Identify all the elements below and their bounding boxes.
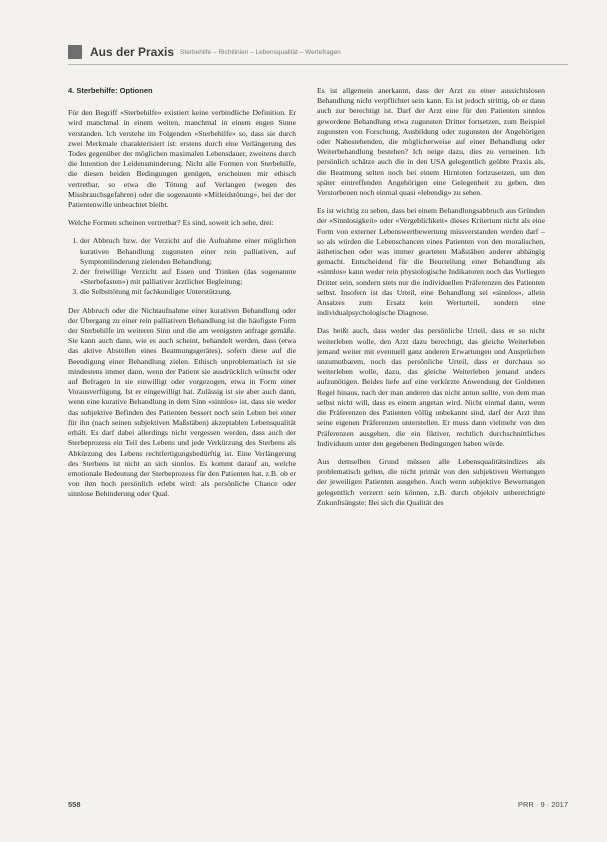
list-item: 1. der Abbruch bzw. der Verzicht auf die Aufnahme einer möglichen kurativen Behandlung zugunsten einer rein palliativen, auf Symptomlinderung zielenden Behandlung; bbox=[80, 236, 296, 267]
section-marker-square bbox=[68, 45, 82, 59]
journal-info: PRR · 9 · 2017 bbox=[517, 800, 568, 809]
page-number: 558 bbox=[68, 800, 81, 809]
right-column bbox=[317, 86, 545, 516]
running-header bbox=[68, 44, 568, 60]
options-list bbox=[68, 236, 296, 297]
header-rule bbox=[68, 64, 568, 65]
left-column bbox=[68, 86, 296, 508]
paragraph: Es ist wichtig zu sehen, dass bei einem Behandlungsabbruch aus Gründen der «Sinnlosigkeit» oder «Vergeblichkeit» dieses Kriterium nicht als eine Form von externer Lebenswertbewertung missverstanden werden darf – so als würden die Lebenschancen eines Patienten von den moralischen, ästhetischen oder was immer gearteten Maßstäben anderer abhängig gemacht. Entscheidend für die Beurteilung einer Behandlung als «sinnlos» kann weder rein physiologische Indikatoren noch das Vorliegen Dritter sein, sondern stets nur die individuellen Präferenzen des Patienten selbst. Insofern ist das Urteil, eine Behandlung sei «sinnlos», allein Ansatzes zum Ersatz kein Werturteil, sondern eine individualpsychologische Diagnose. bbox=[317, 206, 545, 318]
section-heading: 4. Sterbehilfe: Optionen bbox=[68, 86, 153, 95]
paragraph: Der Abbruch oder die Nichtaufnahme einer kurativen Behandlung oder der Übergang zu einer rein palliativen Behandlung ist die häufigste Form der Sterbehilfe im weiteren Sinn und die am wenigsten anfrage gemäße. Sie kann auch dann, wie es auch scheint, behandelt werden, dass (etwa das aktive Abstellen eines Beatmungsgerätes), sofern diese auf die Beendigung einer Behandlung zielen. Ethisch unproblematisch ist sie mindestens immer dann, wenn der Patient sie ausdrücklich wünscht oder auf Befragen in sie einwilligt oder vorgezogen, etwa in Form einer Vorausverfügung. Ist er eingewilligt hat. Zulässig ist sie aber auch dann, wenn eine kurative Behandlung in dem Sinn «sinnlos» ist, dass sie weder das subjektive Befinden des Patienten bessert noch sein Leben bei einer für ihn (nach seinen subjektiven Maßstäben) akzeptablen Lebensqualität erhält. Es darf dabei allerdings nicht vergessen werden, dass auch der Sterbeprozess ein Teil des Lebens und jede Verkürzung des Sterbens als Abkürzung des Lebens rechtfertigungsbedürftig ist. Eine Verlängerung des Sterbens ist nicht an sich sinnlos. Es kommt darauf an, welche emotionale Bedeutung der Sterbeprozess für den Patienten hat, z.B. ob er von ihm hoch persönlich erlebt wird: als persönliche Chance oder sinnlose Behinderung oder Qual. bbox=[68, 305, 296, 499]
paragraph: Das heißt auch, dass weder das persönliche Urteil, dass er so nicht weiterleben wolle, den Arzt dazu berechtigt, das gleiche Weiterleben jemand weiter mit eventuell ganz anderen Erwartungen und Ansprüchen unzumutbarem, noch das persönliche Urteil, dass er durchaus so weiterleben wolle, dazu, das gleiche Weiterleben jemand anders aufzunötigen. Beides liefe auf eine verkürzte Anwendung der Goldenen Regel hinaus, nach der man anderen das nicht antun sollte, von dem man selbst nicht will, dass es einem angetan wird. Nicht einmal dann, wenn die Präferenzen des Patienten völlig unbekannt sind, darf der Arzt ihm seine eigenen Präferenzen unterstellen. Er muss dann vielmehr von den Präferenzen ausgehen, die ein fiktiver, rechtlich durchschnittliches Individuum unter den gegebenen Bedingungen haben würde. bbox=[317, 326, 545, 448]
paragraph: Für den Begriff «Sterbehilfe» existiert keine verbindliche Definition. Er wird manchmal in einem weiten, manchmal in einem engen Sinne verstanden. Ich verstehe im Folgenden «Sterbehilfe» so, dass sie durch zwei Merkmale charakterisiert ist: erstens durch eine Verlängerung des Todes gegenüber der möglichen maximalen Lebensdauer, zweitens durch die Intention der Leidensminderung. Nicht alle Formen von Sterbehilfe, die diesen beiden Bedingungen genügen, erscheinen mir ethisch vertretbar, so etwa die Tötung auf Verlangen (wegen des Missbrauchsgefahren) oder die sogenannte «Mitleidstötung», bei der der Patientenwille unbeachtet bleibt. bbox=[68, 108, 296, 210]
list-item: 3. die Selbsttötung mit fachkundiger Unterstützung. bbox=[80, 287, 296, 297]
section-subtitle: Sterbehilfe – Richtlinien – Lebensqualität – Wertefragen bbox=[180, 48, 341, 56]
paragraph: Es ist allgemein anerkannt, dass der Arzt zu einer aussichtslosen Behandlung nicht verpflichtet sein kann. Es ist jedoch strittig, ob er dann auch zur berechtigt ist. Darf der Arzt eine für den Patienten sinnlos gewordene Behandlung etwa zugunsten Dritter fortsetzen, zum Beispiel zugunsten von Forschung, Ausbildung oder zugunsten der Angehörigen oder Nahestehenden, die möglicherweise auf einer Behandlung oder Weiterbehandlung bestehen? Ich neige dazu, dies zu verneinen. Ich persönlich schätze auch die in den USA gelegentlich geübte Praxis als, die Beatmung selten noch bei einem Hirntoten fortzusetzen, um den später eintreffenden Angehörigen eine Gelegenheit zu geben, den Verstorbenen noch einmal quasi «lebendig» zu sehen. bbox=[317, 86, 545, 198]
paragraph: Aus demselben Grund müssen alle Lebensqualitätsindizes als problematisch gelten, die nicht primär von den subjektiven Wertungen der jeweiligen Patienten ausgehen. Auch wenn subjektive Bewertungen gelegentlich verzerrt sein können, z.B. durch objektiv unberechtigte Zukunftsängste: Bei sich die Qualität des bbox=[317, 456, 545, 507]
paragraph: Welche Formen scheinen vertretbar? Es sind, soweit ich sehe, drei: bbox=[68, 218, 274, 228]
section-title: Aus der Praxis bbox=[90, 45, 175, 59]
list-item: 2. der freiwillige Verzicht auf Essen und Trinken (das sogenannte «Sterbefasten») mit palliativer ärztlicher Begleitung; bbox=[80, 267, 296, 287]
